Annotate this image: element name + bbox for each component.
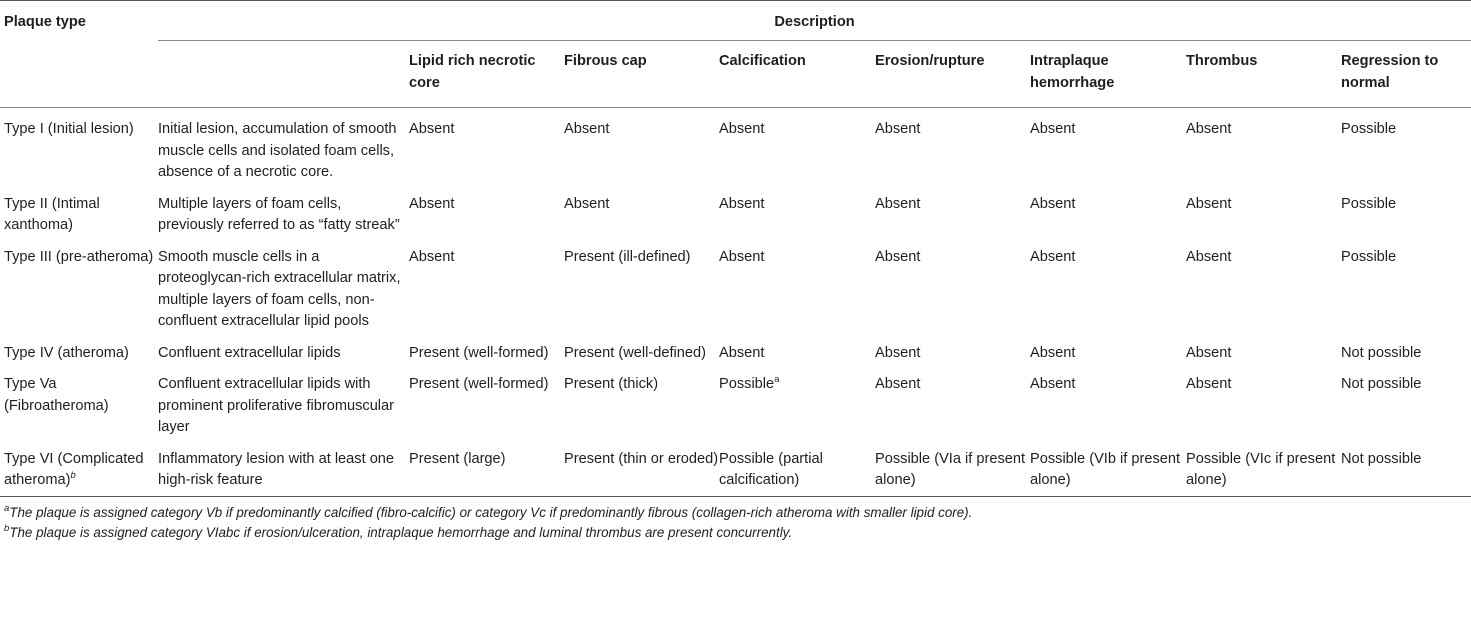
cell-calcification: Absent: [719, 344, 765, 361]
plaque-type-text: Type Va (Fibroatheroma): [4, 376, 109, 414]
table-row: [0, 337, 1471, 369]
cell-plaque-type: [0, 337, 158, 369]
cell-description: Confluent extracellular lipids: [158, 344, 341, 361]
cell-intraplaque-hemorrhage: Absent: [1030, 376, 1076, 392]
cell-thrombus: Absent: [1186, 195, 1232, 212]
cell-intraplaque-hemorrhage: Possible (VIb if present alone): [1030, 443, 1186, 497]
cell-plaque-type: [0, 368, 158, 443]
table-row: [0, 188, 1471, 241]
table-body: [0, 108, 1471, 497]
cell-regression: Possible: [1341, 108, 1471, 188]
plaque-type-text: Type III (pre-atheroma): [4, 248, 154, 265]
cell-thrombus: Absent: [1186, 344, 1232, 361]
cell-erosion-rupture: Absent: [875, 376, 921, 392]
cell-fibrous-cap: Absent: [564, 195, 610, 212]
header-empty-cell: [0, 41, 158, 108]
cell-intraplaque-hemorrhage: Absent: [1030, 108, 1186, 188]
plaque-type-text: Type I (Initial lesion): [4, 121, 134, 137]
header-row-columns: [0, 41, 1471, 108]
cell-description: Smooth muscle cells in a proteoglycan-rich extracellular matrix, multiple layers of foam cells, non-confluent extracellular lipid pools: [158, 248, 401, 329]
header-description-spacer: [158, 41, 409, 108]
cell-description: Confluent extracellular lipids with prominent proliferative fibromuscular layer: [158, 376, 395, 435]
header-col-fibrous-cap: Fibrous cap: [564, 53, 647, 69]
cell-thrombus: Absent: [1186, 108, 1341, 188]
cell-necrotic-core: Absent: [409, 195, 455, 212]
table-footnotes: [0, 497, 1471, 543]
header-col-necrotic-core: Lipid rich necrotic core: [409, 53, 536, 91]
cell-regression: Possible: [1341, 248, 1397, 265]
cell-intraplaque-hemorrhage: Absent: [1030, 195, 1076, 212]
table-row: [0, 443, 1471, 497]
cell-plaque-type: [0, 188, 158, 241]
cell-calcification: Absent: [719, 248, 765, 265]
cell-description: Inflammatory lesion with at least one high-risk feature: [158, 443, 409, 497]
footnote-b-text: The plaque is assigned category VIabc if erosion/ulceration, intraplaque hemorrhage and luminal thrombus are present concurrently.: [9, 524, 793, 540]
cell-erosion-rupture: Possible (VIa if present alone): [875, 443, 1030, 497]
calcification-text: Possible: [719, 376, 775, 392]
cell-fibrous-cap: Present (well-defined): [564, 344, 706, 361]
cell-necrotic-core: Present (well-formed): [409, 376, 549, 392]
cell-necrotic-core: Absent: [409, 108, 564, 188]
header-col-regression: Regression to normal: [1341, 53, 1439, 91]
cell-erosion-rupture: Absent: [875, 195, 921, 212]
cell-plaque-type: [0, 241, 158, 337]
cell-thrombus: Possible (VIc if present alone): [1186, 443, 1341, 497]
cell-plaque-type: [0, 108, 158, 188]
cell-erosion-rupture: Absent: [875, 344, 921, 361]
plaque-type-text: Type II (Intimal xanthoma): [4, 195, 100, 233]
cell-regression: Possible: [1341, 195, 1397, 212]
header-col-intraplaque-hemorrhage: Intraplaque hemorrhage: [1030, 53, 1115, 91]
table-row: [0, 368, 1471, 443]
cell-fibrous-cap: Absent: [564, 108, 719, 188]
cell-fibrous-cap: Present (thick): [564, 376, 659, 392]
cell-intraplaque-hemorrhage: Absent: [1030, 248, 1076, 265]
plaque-type-text: Type VI (Complicated atheroma): [4, 450, 144, 488]
plaque-type-text: Type IV (atheroma): [4, 344, 129, 361]
cell-necrotic-core: Present (large): [409, 443, 564, 497]
cell-calcification: Possible (partial calcification): [719, 443, 875, 497]
cell-fibrous-cap: Present (ill-defined): [564, 248, 691, 265]
cell-plaque-type: [0, 443, 158, 497]
header-row-group: [0, 1, 1471, 41]
footnote-a-text: The plaque is assigned category Vb if predominantly calcified (fibro-calcific) or category Vc if predominantly fibrous (collagen-rich atheroma with smaller lipid core).: [9, 504, 973, 520]
footnote-marker-a: a: [774, 374, 780, 385]
footnote-a: [4, 503, 1471, 523]
cell-necrotic-core: Present (well-formed): [409, 344, 549, 361]
footnote-b: [4, 523, 1471, 543]
cell-thrombus: Absent: [1186, 248, 1232, 265]
cell-necrotic-core: Absent: [409, 248, 455, 265]
cell-regression: Not possible: [1341, 344, 1422, 361]
cell-description: Multiple layers of foam cells, previously referred to as “fatty streak”: [158, 195, 400, 233]
table-row: [0, 108, 1471, 188]
header-col-erosion-rupture: Erosion/rupture: [875, 53, 985, 69]
header-col-thrombus: Thrombus: [1186, 53, 1258, 69]
table-row: [0, 241, 1471, 337]
cell-regression: Not possible: [1341, 443, 1471, 497]
header-col-calcification: Calcification: [719, 53, 806, 69]
footnote-a-marker: a: [4, 502, 10, 514]
cell-fibrous-cap: Present (thin or eroded): [564, 443, 719, 497]
cell-intraplaque-hemorrhage: Absent: [1030, 344, 1076, 361]
footnote-marker-b: b: [70, 470, 76, 481]
cell-thrombus: Absent: [1186, 376, 1232, 392]
footnote-b-marker: b: [4, 522, 10, 534]
header-plaque-type: Plaque type: [0, 1, 158, 41]
cell-erosion-rupture: Absent: [875, 108, 1030, 188]
header-description-group: Description: [158, 1, 1471, 41]
cell-calcification: Absent: [719, 108, 875, 188]
cell-calcification: [719, 368, 875, 443]
cell-erosion-rupture: Absent: [875, 248, 921, 265]
cell-description: Initial lesion, accumulation of smooth muscle cells and isolated foam cells, absence of a necrotic core.: [158, 108, 409, 188]
cell-calcification: Absent: [719, 195, 765, 212]
cell-regression: Not possible: [1341, 376, 1422, 392]
